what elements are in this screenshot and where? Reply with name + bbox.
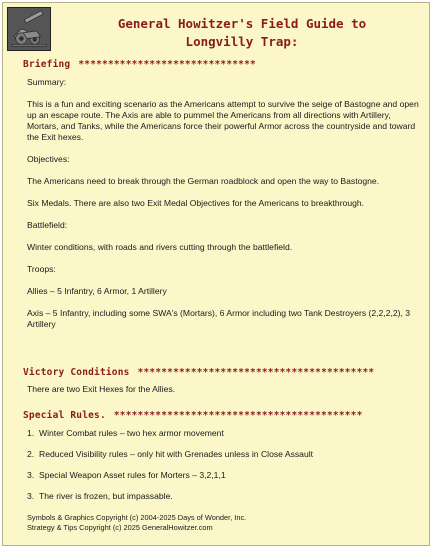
copyright-line-1: Symbols & Graphics Copyright (c) 2004-2025 Days of Wonder, Inc. xyxy=(27,513,247,522)
briefing-objectives-label: Objectives: xyxy=(27,154,70,164)
rule-text: The river is frozen, but impassable. xyxy=(39,491,173,501)
briefing-objectives-text: The Americans need to break through the German roadblock and open the way to Bastogne. xyxy=(27,176,380,186)
briefing-axis-troops: Axis – 5 Infantry, including some SWA's (Mortars), 6 Armor including two Tank Destroyers (2,2,2,2), 3 Artillery xyxy=(27,308,411,329)
title-line-1: General Howitzer's Field Guide to xyxy=(117,16,367,31)
page-title xyxy=(57,15,427,51)
rule-number: 3. xyxy=(27,470,35,480)
rule-text: Reduced Visibility rules – only hit with Grenades unless in Close Assault xyxy=(39,449,314,459)
victory-body xyxy=(27,384,419,406)
victory-heading xyxy=(23,367,427,378)
briefing-summary-label: Summary: xyxy=(27,77,67,87)
howitzer-cannon-icon xyxy=(7,7,51,51)
list-item xyxy=(27,470,226,481)
rule-text: Special Weapon Asset rules for Morters – 3,2,1,1 xyxy=(39,470,226,480)
briefing-body xyxy=(27,77,419,341)
briefing-heading xyxy=(23,59,427,70)
field-guide-page xyxy=(2,2,430,546)
rule-number: 1. xyxy=(27,428,35,438)
title-line-2: Longvilly Trap: xyxy=(185,34,299,49)
victory-heading-label: Victory Conditions xyxy=(23,367,130,378)
briefing-troops-label: Troops: xyxy=(27,264,56,274)
rule-number: 2. xyxy=(27,449,35,459)
special-rules-heading-stars: ****************************************** xyxy=(113,410,363,421)
copyright-footer xyxy=(27,513,407,533)
briefing-allies-troops: Allies – 5 Infantry, 6 Armor, 1 Artillery xyxy=(27,286,167,296)
briefing-medals-text: Six Medals. There are also two Exit Medal Objectives for the Americans to breakthrough. xyxy=(27,198,365,208)
list-item xyxy=(27,428,224,439)
briefing-battlefield-label: Battlefield: xyxy=(27,220,68,230)
victory-heading-stars: **************************************** xyxy=(137,367,375,378)
briefing-battlefield-text: Winter conditions, with roads and rivers cutting through the battlefield. xyxy=(27,242,293,252)
briefing-summary-text: This is a fun and exciting scenario as the Americans attempt to survive the seige of Bastogne and open up an escape route. The Axis are able to pummel the Americans from all directions with Artillery, Mortars, and Tanks, while the Americans force their powerful Armor across the countryside and toward the Exit hexes. xyxy=(27,99,419,142)
victory-text: There are two Exit Hexes for the Allies. xyxy=(27,384,176,394)
copyright-line-2: Strategy & Tips Copyright (c) 2025 GeneralHowitzer.com xyxy=(27,523,213,532)
special-rules-heading-label: Special Rules. xyxy=(23,410,106,421)
rule-number: 3. xyxy=(27,491,35,501)
briefing-heading-label: Briefing xyxy=(23,59,71,70)
briefing-heading-stars: ****************************** xyxy=(78,59,256,70)
special-rules-heading xyxy=(23,410,427,421)
list-item xyxy=(27,449,313,460)
list-item xyxy=(27,491,173,502)
rule-text: Winter Combat rules – two hex armor movement xyxy=(39,428,224,438)
